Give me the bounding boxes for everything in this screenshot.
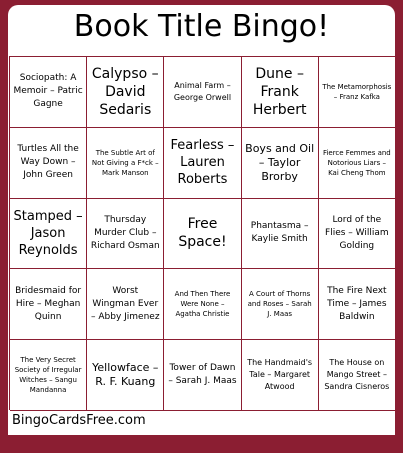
bingo-cell[interactable]: Boys and Oil – Taylor Brorby	[242, 128, 319, 199]
bingo-grid	[9, 56, 395, 410]
bingo-card	[8, 5, 395, 435]
bingo-cell[interactable]: Dune – Frank Herbert	[242, 57, 319, 128]
card-title: Book Title Bingo!	[73, 9, 330, 44]
bingo-cell[interactable]: The Fire Next Time – James Baldwin	[319, 269, 396, 340]
bingo-cell[interactable]: Sociopath: A Memoir – Patric Gagne	[10, 57, 87, 128]
bingo-cell[interactable]: Bridesmaid for Hire – Meghan Quinn	[10, 269, 87, 340]
free-space-cell[interactable]: Free Space!	[164, 199, 241, 270]
bingo-cell[interactable]: A Court of Thorns and Roses – Sarah J. Maas	[242, 269, 319, 340]
bingo-cell[interactable]: The Handmaid's Tale – Margaret Atwood	[242, 340, 319, 411]
bingo-cell[interactable]: Fierce Femmes and Notorious Liars – Kai Cheng Thom	[319, 128, 396, 199]
bingo-cell[interactable]: Tower of Dawn – Sarah J. Maas	[164, 340, 241, 411]
bingo-cell[interactable]: Animal Farm – George Orwell	[164, 57, 241, 128]
bingo-cell[interactable]: Stamped – Jason Reynolds	[10, 199, 87, 270]
bingo-cell[interactable]: And Then There Were None – Agatha Christie	[164, 269, 241, 340]
bingo-cell[interactable]: Thursday Murder Club – Richard Osman	[87, 199, 164, 270]
bingo-cell[interactable]: The Metamorphosis – Franz Kafka	[319, 57, 396, 128]
site-credit: BingoCardsFree.com	[12, 413, 146, 428]
bingo-cell[interactable]: Turtles All the Way Down – John Green	[10, 128, 87, 199]
bingo-cell[interactable]: The House on Mango Street – Sandra Cisneros	[319, 340, 396, 411]
bingo-cell[interactable]: Calypso – David Sedaris	[87, 57, 164, 128]
bingo-cell[interactable]: Fearless – Lauren Roberts	[164, 128, 241, 199]
bingo-cell[interactable]: Yellowface – R. F. Kuang	[87, 340, 164, 411]
bingo-cell[interactable]: Phantasma – Kaylie Smith	[242, 199, 319, 270]
bingo-cell[interactable]: Worst Wingman Ever – Abby Jimenez	[87, 269, 164, 340]
bingo-cell[interactable]: The Very Secret Society of Irregular Witches – Sangu Mandanna	[10, 340, 87, 411]
bingo-cell[interactable]: Lord of the Flies – William Golding	[319, 199, 396, 270]
bingo-cell[interactable]: The Subtle Art of Not Giving a F*ck – Mark Manson	[87, 128, 164, 199]
